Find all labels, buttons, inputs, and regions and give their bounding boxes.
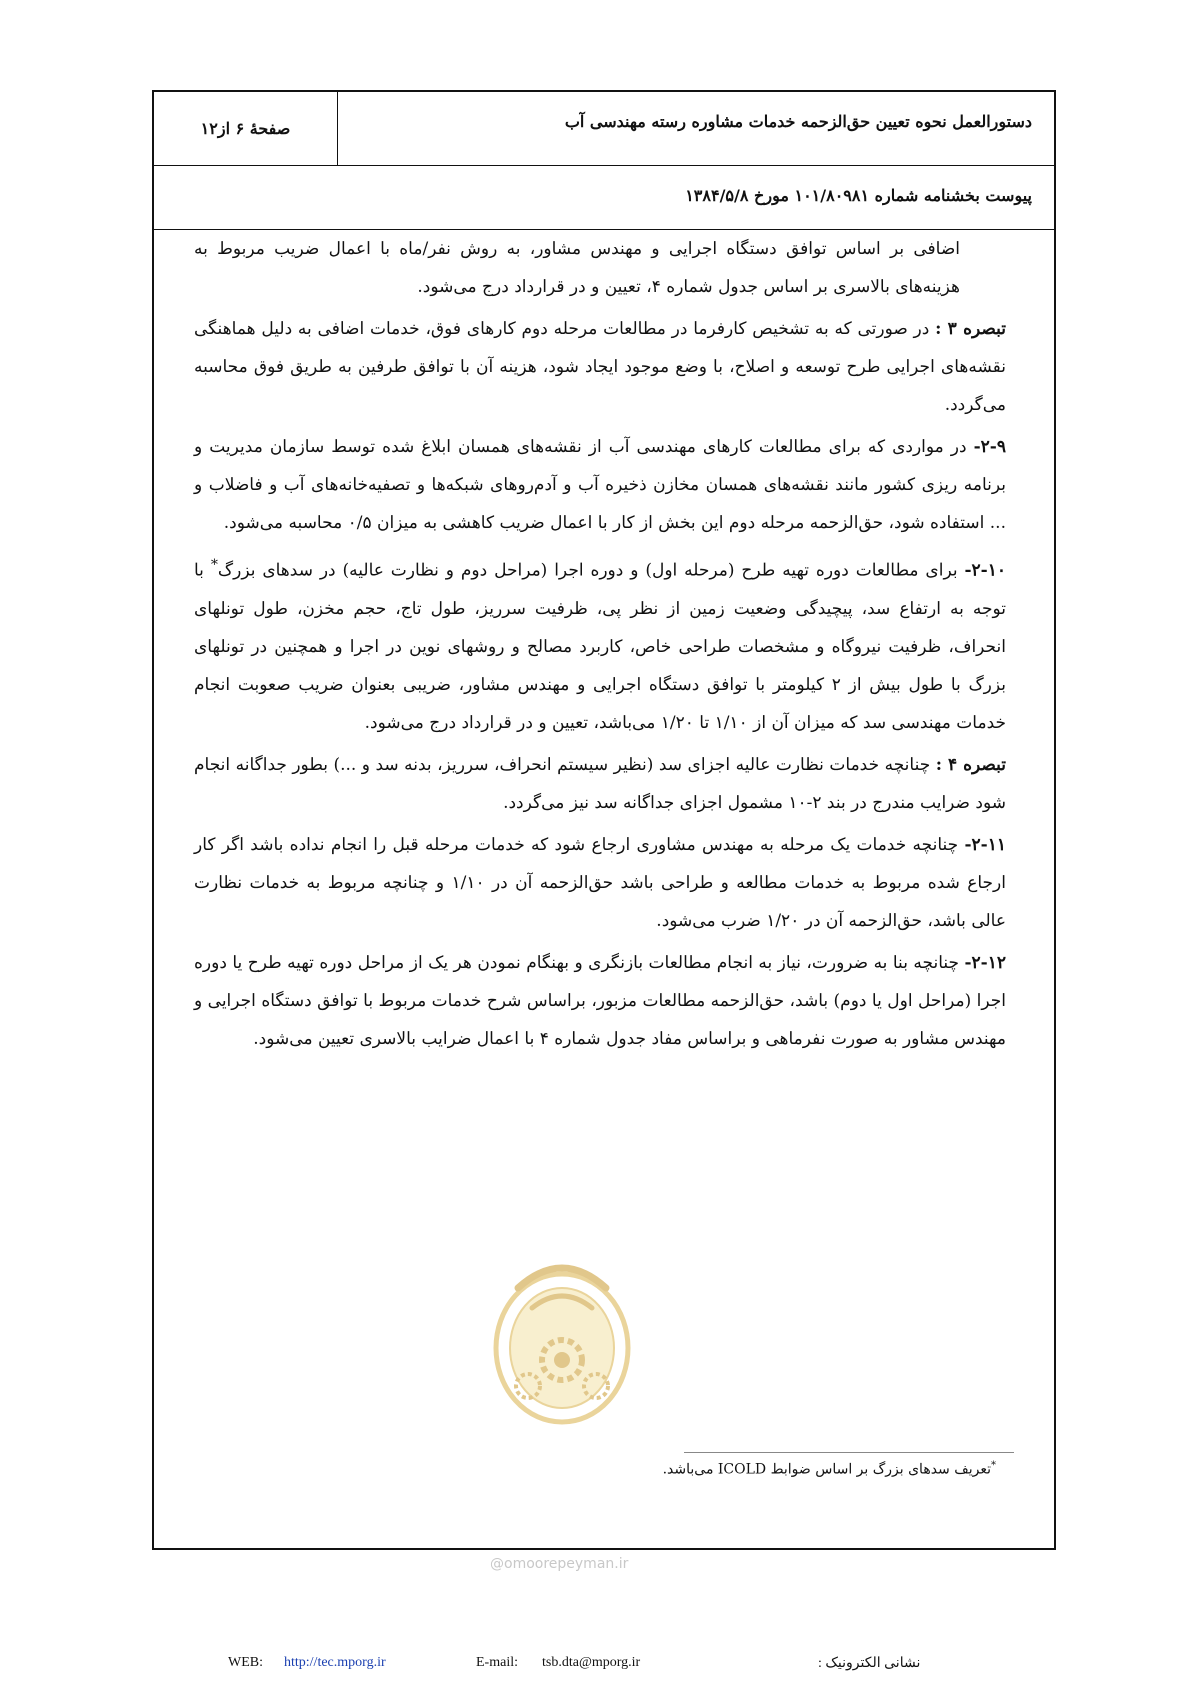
page-footer	[0, 1655, 1190, 1679]
clause-label: ۲-۹-	[973, 437, 1006, 457]
note-label: تبصره ۴ :	[935, 754, 1006, 775]
web-label: WEB:	[228, 1655, 263, 1670]
clause-2-11	[194, 826, 1006, 940]
clause-text: چنانچه بنا به ضرورت، نیاز به انجام مطالعات بازنگری و بهنگام نمودن هر یک از مراحل دوره تهیه طرح یا دوره اجرا (مراحل اول یا دوم) باشد، حق‌الزحمه مطالعات مزبور، براساس شرح خدمات مربوط با توافق دستگاه اجرایی و مهندس مشاور به صورت نفرماهی و براساس مفاد جدول شماره ۴ با اعمال ضرایب بالاسری تعیین می‌شود.	[194, 952, 1006, 1049]
header-row-annex	[154, 166, 1054, 230]
annex-reference: پیوست بخشنامه شماره ۱۰۱/۸۰۹۸۱ مورخ ۱۳۸۴/۵/۸	[685, 186, 1032, 205]
seal-logo-icon	[488, 1248, 636, 1426]
clause-text: برای مطالعات دوره تهیه طرح (مرحله اول) و دوره اجرا (مراحل دوم و نظارت عالیه) در سدهای بزرگ	[217, 560, 965, 581]
clause-2-12	[194, 944, 1006, 1058]
contact-label: نشانی الکترونیک :	[818, 1656, 921, 1671]
clause-label: ۲-۱۱-	[964, 834, 1006, 855]
clause-text: چنانچه خدمات یک مرحله به مهندس مشاوری ارجاع شود که خدمات مرحله قبل را انجام نداده باشد اگر کار ارجاع شده مربوط به خدمات مطالعه و طراحی باشد حق‌الزحمه آن در ۱/۱۰ و چنانچه مربوط به خدمات نظارت عالی باشد، حق‌الزحمه آن در ۱/۲۰ ضرب می‌شود.	[194, 834, 1006, 931]
clause-text-cont: با توجه به ارتفاع سد، پیچیدگی وضعیت زمین از نظر پی، ظرفیت سرریز، طول تاج، حجم مخزن، طول تونلهای انحراف، ظرفیت نیروگاه و مشخصات طراحی خاص، کاربرد مصالح و روشهای نوین در اجرا و همچنین در تونلهای بزرگ با طول بیش از ۲ کیلومتر با توافق دستگاه اجرایی و مهندس مشاور، ضریبی بعنوان ضریب صعوبت انجام خدمات مهندسی سد که میزان آن از ۱/۱۰ تا ۱/۲۰ می‌باشد، تعیین و در قرارداد درج می‌شود.	[194, 560, 1006, 733]
email-address[interactable]: tsb.dta@mporg.ir	[542, 1655, 641, 1670]
document-title: دستورالعمل نحوه تعیین حق‌الزحمه خدمات مشاوره رسته مهندسی آب	[564, 112, 1032, 131]
clause-2-9	[194, 428, 1006, 542]
footnote	[663, 1460, 996, 1478]
note-text: چنانچه خدمات نظارت عالیه اجزای سد (نظیر سیستم انحراف، سرریز، بدنه سد و ...) بطور جداگانه انجام شود ضرایب مندرج در بند ۲-۱۰ مشمول اجزای جداگانه سد نیز می‌گردد.	[194, 754, 1006, 813]
clause-label: ۲-۱۰-	[964, 560, 1006, 581]
clause-label: ۲-۱۲-	[964, 952, 1006, 973]
clause-text: در مواردی که برای مطالعات کارهای مهندسی آب از نقشه‌های همسان ابلاغ شده توسط سازمان مدیریت و برنامه ریزی کشور مانند نقشه‌های همسان مخازن ذخیره آب و آدم‌روهای شبکه‌ها و تصفیه‌خانه‌های آب و فاضلاب و ... استفاده شود، حق‌الزحمه مرحله دوم این بخش از کار با اعمال ضریب کاهشی به میزان ۰/۵ محاسبه می‌شود.	[194, 437, 1006, 533]
web-link[interactable]: http://tec.mporg.ir	[284, 1655, 386, 1670]
footnote-star: *	[991, 1460, 996, 1471]
document-body	[194, 230, 1006, 1062]
note-3	[194, 310, 1006, 424]
page-number: صفحهٔ ۶ از۱۲	[154, 92, 338, 165]
note-label: تبصره ۳ :	[935, 319, 1006, 339]
clause-2-10	[194, 546, 1006, 742]
paragraph-continued	[194, 230, 1006, 306]
note-text: در صورتی که به تشخیص کارفرما در مطالعات مرحله دوم کارهای فوق، خدمات اضافی به دلیل هماهنگی نقشه‌های اجرایی طرح توسعه و اصلاح، با وضع موجود ایجاد شود، هزینه آن با توافق طرفین به طریق فوق محاسبه می‌گردد.	[194, 319, 1006, 415]
watermark-site: @omoorepeyman.ir	[490, 1556, 629, 1572]
footnote-divider	[684, 1452, 1014, 1453]
note-4	[194, 746, 1006, 822]
paragraph-text: اضافی بر اساس توافق دستگاه اجرایی و مهندس مشاور، به روش نفر/ماه با اعمال ضریب مربوط به هزینه‌های بالاسری بر اساس جدول شماره ۴، تعیین و در قرارداد درج می‌شود.	[194, 239, 960, 297]
email-label: E-mail:	[476, 1655, 518, 1670]
footnote-text: تعریف سدهای بزرگ بر اساس ضوابط ICOLD می‌باشد.	[662, 1461, 991, 1478]
footnote-marker: *	[210, 557, 218, 573]
header-row-top	[154, 92, 1054, 166]
